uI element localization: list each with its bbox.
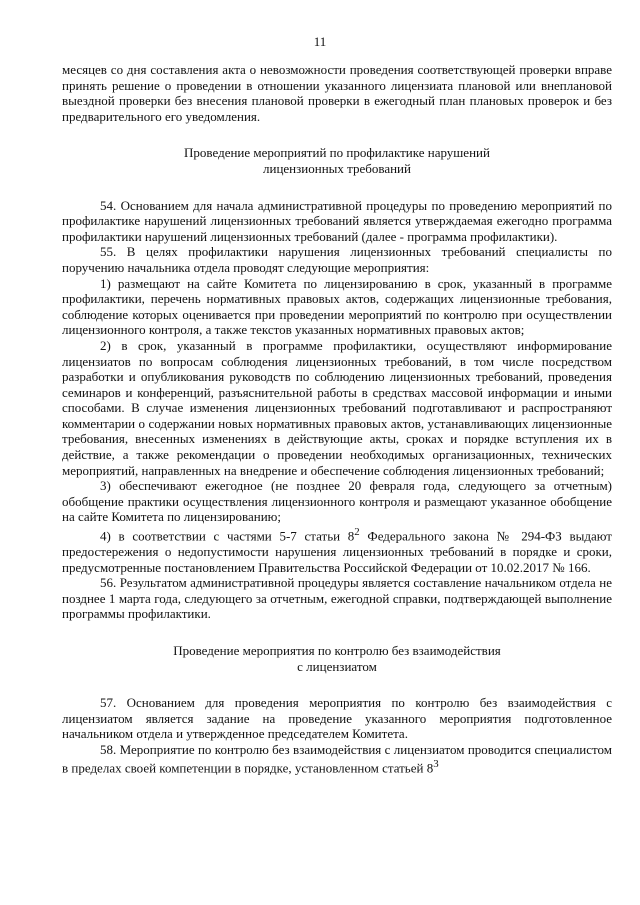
heading-line-2: с лицензиатом bbox=[297, 658, 377, 674]
paragraph-57: 57. Основанием для проведения мероприятия по контролю без взаимодействия с лицензиатом является задание на проведение указанного мероприятия подготовленное начальником отдела и утвержденное председателем Комитета. bbox=[62, 695, 612, 742]
document-body bbox=[62, 62, 612, 776]
paragraph-55: 55. В целях профилактики нарушения лицензионных требований специалисты по поручению начальника отдела проводят следующие мероприятия: bbox=[62, 244, 612, 275]
heading-line-1: Проведение мероприятия по контролю без взаимодействия bbox=[173, 642, 501, 658]
list-item-55-1: 1) размещают на сайте Комитета по лицензированию в срок, указанный в программе профилактики, перечень нормативных правовых актов, содержащих лицензионные требования, соблюдение которых оценивается при проведении мероприятий по контролю при осуществлении лицензионного контроля, а также текстов указанных нормативных правовых актов; bbox=[62, 275, 612, 338]
list-item-55-4-end: Федерального закона № 294-ФЗ выдают предостережения о недопустимости нарушения лицензионных требований в порядке и сроки, предусмотренные постановлением Правительства Российской Федерации от 10.02.2017 № 166. bbox=[62, 528, 612, 575]
paragraph-56: 56. Результатом административной процедуры является составление начальником отдела не позднее 1 марта года, следующего за отчетным, ежегодной справки, подтверждающей выполнение программы профилактики. bbox=[62, 575, 612, 622]
section-heading-no-interaction bbox=[62, 643, 612, 674]
superscript: 2 bbox=[354, 526, 360, 539]
superscript: 3 bbox=[433, 758, 439, 771]
list-item-55-3: 3) обеспечивают ежегодное (не позднее 20 февраля года, следующего за отчетным) обобщение практики осуществления лицензионного контроля и размещают указанное обобщение на сайте Комитета по лицензированию; bbox=[62, 478, 612, 525]
paragraph-54: 54. Основанием для начала административной процедуры по проведению мероприятий по профилактике нарушений лицензионных требований является утверждаемая ежегодно программа профилактики нарушений лицензионных требований (далее - программа профилактики). bbox=[62, 197, 612, 244]
list-item-55-4-start: 4) в соответствии с частями 5-7 статьи 8 bbox=[100, 528, 355, 544]
paragraph-58 bbox=[62, 742, 612, 777]
list-item-55-4 bbox=[62, 525, 612, 575]
paragraph-58-text: 58. Мероприятие по контролю без взаимодействия с лицензиатом проводится специалистом в пределах своей компетенции в порядке, установленном статьей 8 bbox=[62, 741, 612, 776]
list-item-55-2: 2) в срок, указанный в программе профилактики, осуществляют информирование лицензиатов по вопросам соблюдения лицензионных требований, в том числе посредством разработки и опубликования руководств по соблюдению лицензионных требований, проведения семинаров и конференций, разъяснительной работы в средствах массовой информации и иными способами. В случае изменения лицензионных требований подготавливают и распространяют комментарии о содержании новых нормативных правовых актов, устанавливающих лицензионные требования, внесенных изменениях в действующие акты, сроках и порядке вступления их в действие, а также рекомендации о проведении необходимых организационных, технических мероприятий, направленных на внедрение и обеспечение соблюдения лицензионных требований; bbox=[62, 337, 612, 478]
page-number: 11 bbox=[313, 34, 327, 49]
section-heading-prevention bbox=[62, 145, 612, 176]
heading-line-1: Проведение мероприятий по профилактике нарушений bbox=[184, 145, 490, 161]
heading-line-2: лицензионных требований bbox=[263, 160, 411, 176]
paragraph-continuation: месяцев со дня составления акта о невозможности проведения соответствующей проверки вправе принять решение о проведении в отношении указанного лицензиата плановой или внеплановой выездной проверки без внесения плановой проверки в ежегодный план плановых проверок и без предварительного его уведомления. bbox=[62, 62, 612, 124]
